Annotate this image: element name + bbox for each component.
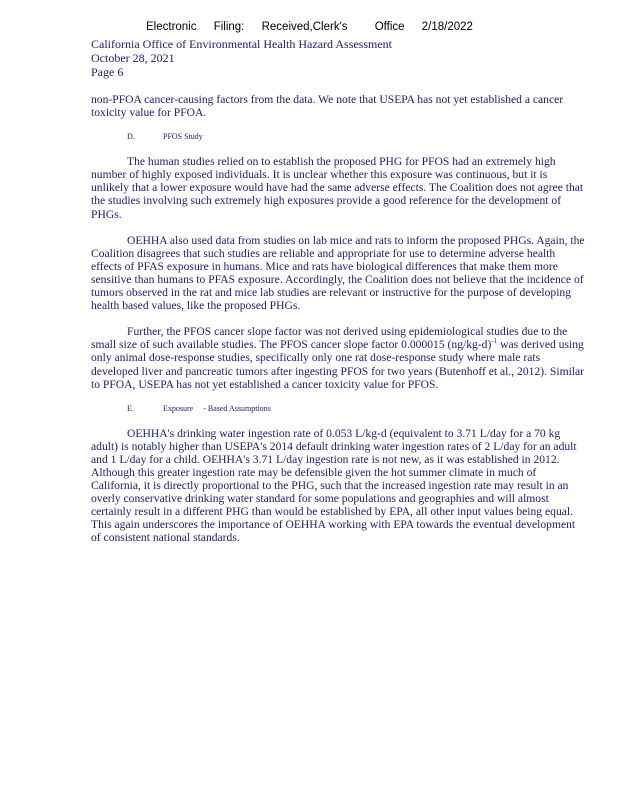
document-body	[91, 93, 587, 545]
section-e-heading	[91, 404, 587, 414]
section-e-title-2: - Based Assumptions	[203, 403, 271, 413]
filing-label: Electronic	[146, 21, 197, 33]
header-date: October 28, 2021	[91, 51, 175, 65]
section-d-title: PFOS Study	[163, 132, 203, 142]
slope-exponent: -1	[491, 337, 498, 346]
slope-text-b: was derived using only animal dose-response studies, specifically only one rat dose-response study where male rats developed liver and pancreatic tumors after ingesting PFOS for two years (Butenhoff et al., 2012). Similar to PFOA, USEPA has not yet established a cancer toxicity value for PFOS.	[91, 338, 585, 391]
section-d-letter: D.	[127, 132, 135, 142]
paragraph-continuation: non-PFOA cancer-causing factors from the data. We note that USEPA has not yet established a cancer toxicity value for PFOA.	[91, 93, 564, 120]
filing-stamp	[146, 21, 586, 33]
header-agency: California Office of Environmental Health Hazard Assessment	[91, 37, 393, 51]
section-d-heading	[91, 132, 587, 142]
section-e-letter: E.	[127, 403, 134, 413]
header-page: Page 6	[91, 65, 124, 79]
paragraph-human-studies: The human studies relied on to establish the proposed PHG for PFOS had an extremely high number of highly exposed individuals. It is unclear whether this exposure was continuous, but it is unlikely that a lower exposure would have had the same adverse effects. The Coalition does not agree that the studies involving such extremely high exposures provide a good reference for the development of PHGs.	[91, 155, 584, 221]
letter-header	[91, 37, 392, 79]
filing-office: Office	[374, 21, 405, 33]
filing-word: Filing:	[213, 21, 245, 33]
paragraph-ingestion-rate: OEHHA's drinking water ingestion rate of 0.053 L/kg-d (equivalent to 3.71 L/day for a 70 kg adult) is notably higher than USEPA's 2014 default drinking water ingestion rates of 2 L/day for an adult and 1 L/day for a child. OEHHA's 3.71 L/day ingestion rate is not new, as it was established in 2012. Although this greater ingestion rate may be defensible given the hot summer climate in much of California, it is directly proportional to the PHG, such that the increased ingestion rate may result in an overly conservative drinking water standard for some populations and geographies and will almost certainly result in a different PHG than would be established by EPA, all other input values being equal. This again underscores the importance of OEHHA working with EPA towards the eventual development of consistent national standards.	[91, 426, 577, 545]
section-e-title-1: Exposure	[163, 403, 194, 413]
paragraph-animal-studies: OEHHA also used data from studies on lab mice and rats to inform the proposed PHGs. Again, the Coalition disagrees that such studies are reliable and appropriate for use to determine adverse health effects of PFAS exposure in humans. Mice and rats have biological differences that make them more sensitive than humans to PFAS exposure. Accordingly, the Coalition does not believe that the incidence of tumors observed in the rat and mice lab studies are relevant or instructive for the purpose of developing health based values, like the proposed PHGs.	[91, 233, 585, 313]
slope-text-a: Further, the PFOS cancer slope factor was not derived using epidemiological studies due to the small size of such available studies. The PFOS cancer slope factor 0.000015 (ng/kg-d)	[91, 325, 568, 352]
filing-received: Received,Clerk's	[261, 21, 348, 33]
filing-date: 2/18/2022	[421, 21, 473, 33]
paragraph-slope-factor	[91, 325, 587, 390]
